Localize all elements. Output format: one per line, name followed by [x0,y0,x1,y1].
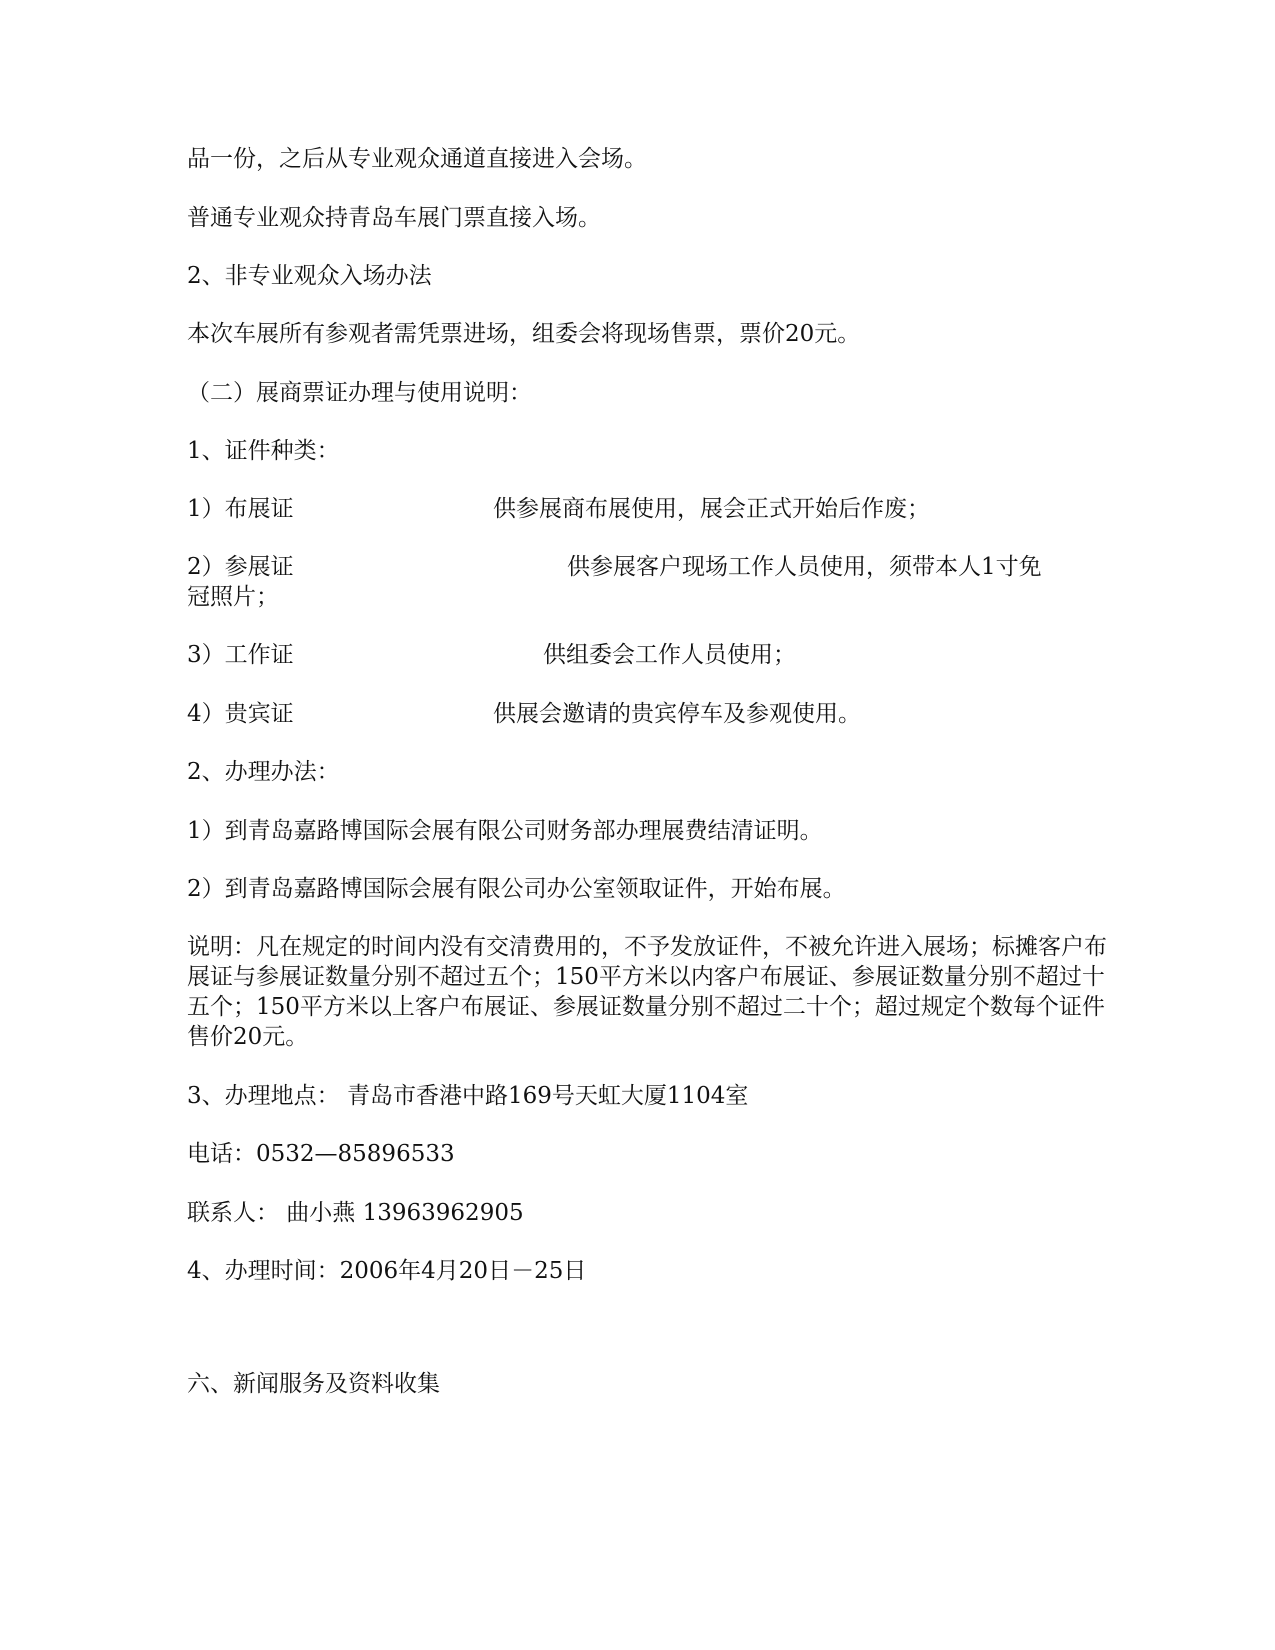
pass-row-vip [187,700,861,728]
pass-name: 3）工作证 [187,642,294,668]
paragraph-pass-rules: 说明：凡在规定的时间内没有交清费用的，不予发放证件，不被允许进入展场；标摊客户布展证与参展证数量分别不超过五个；150平方米以内客户布展证、参展证数量分别不超过十五个；150平方米以上客户布展证、参展证数量分别不超过二十个；超过规定个数每个证件售价20元。 [187,934,1107,1050]
procedure-step-1: 1）到青岛嘉路博国际会展有限公司财务部办理展费结清证明。 [187,818,823,844]
paragraph-general-professional-entry: 普通专业观众持青岛车展门票直接入场。 [187,205,601,231]
pass-row-staff [187,641,796,669]
procedure-step-2: 2）到青岛嘉路博国际会展有限公司办公室领取证件，开始布展。 [187,876,846,902]
paragraph-phone: 电话：0532—85896533 [187,1141,455,1167]
section-heading-news-service: 六、新闻服务及资料收集 [187,1371,440,1397]
paragraph-contact-person: 联系人： 曲小燕 13963962905 [187,1200,524,1226]
paragraph-office-location: 3、办理地点： 青岛市香港中路169号天虹大厦1104室 [187,1083,749,1109]
pass-row-exhibitor [187,553,1042,581]
pass-name: 2）参展证 [187,554,294,580]
heading-pass-types: 1、证件种类： [187,438,340,464]
paragraph-professional-entry-continued: 品一份，之后从专业观众通道直接进入会场。 [187,146,647,172]
paragraph-ticket-price: 本次车展所有参观者需凭票进场，组委会将现场售票，票价20元。 [187,321,861,347]
pass-name: 4）贵宾证 [187,701,294,727]
section-heading-exhibitor-passes: （二）展商票证办理与使用说明： [187,380,532,406]
pass-description-continued: 冠照片； [187,584,279,610]
pass-row-setup [187,495,930,523]
pass-name: 1）布展证 [187,496,294,522]
pass-description: 供组委会工作人员使用； [543,642,796,668]
pass-description: 供参展客户现场工作人员使用，须带本人1寸免 [567,554,1042,580]
pass-description: 供展会邀请的贵宾停车及参观使用。 [493,701,861,727]
paragraph-office-hours: 4、办理时间：2006年4月20日－25日 [187,1258,587,1284]
pass-description: 供参展商布展使用，展会正式开始后作废； [493,496,930,522]
heading-non-professional-entry: 2、非专业观众入场办法 [187,263,432,289]
heading-procedure: 2、办理办法： [187,759,340,785]
